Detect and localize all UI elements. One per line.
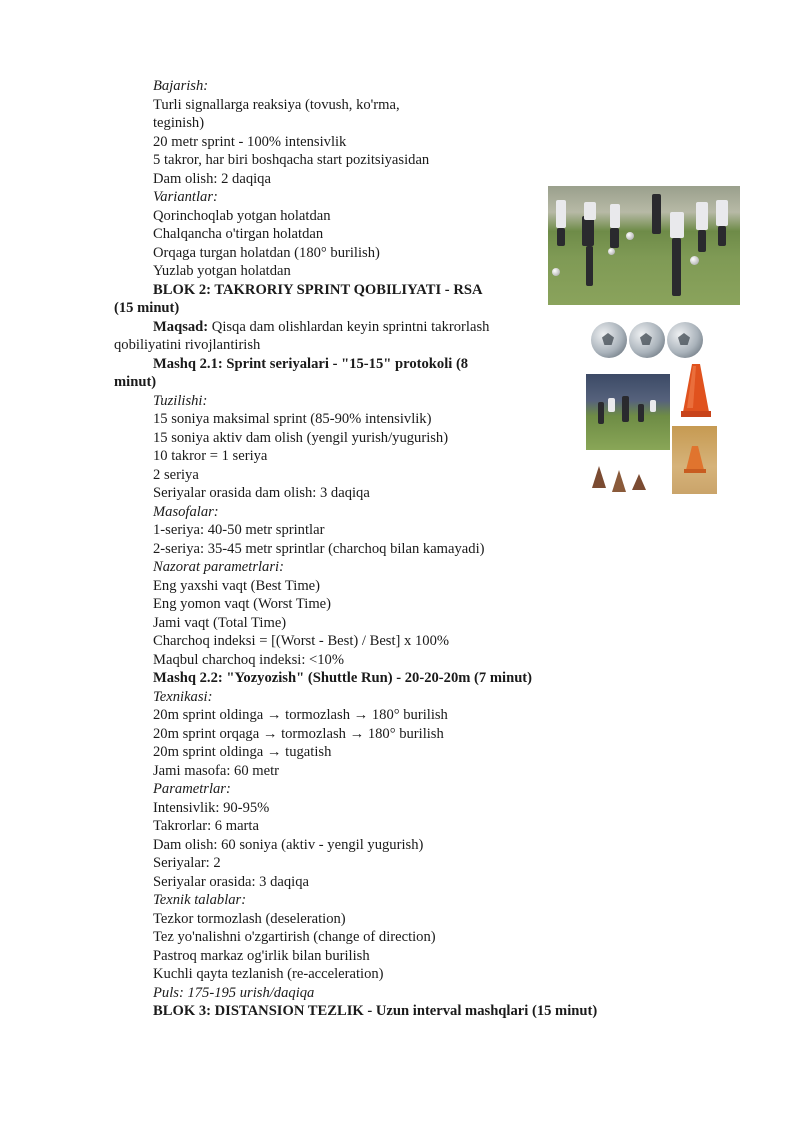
player-figure	[638, 404, 644, 422]
block2-duration: (15 minut)	[114, 300, 180, 316]
maqsad-label: Maqsad:	[153, 318, 209, 335]
text-line: 1-seriya: 40-50 metr sprintlar	[153, 522, 325, 538]
exercise-2-1-duration: minut)	[114, 374, 157, 390]
text-line: 15 soniya maksimal sprint (85-90% intensivlik)	[153, 411, 432, 427]
text-line: Dam olish: 2 daqiqa	[153, 170, 271, 187]
player-figure	[652, 194, 661, 234]
heading-texnikasi: Texnikasi:	[153, 688, 213, 705]
heading-variantlar: Variantlar:	[153, 189, 218, 205]
player-figure	[608, 398, 615, 412]
small-cone-photo	[612, 470, 626, 492]
text-line: Intensivlik: 90-95%	[153, 799, 270, 816]
small-cone-photo	[592, 466, 606, 488]
block2-title: BLOK 2: TAKRORIY SPRINT QOBILIYATI - RSA	[153, 281, 483, 298]
text-line: Seriyalar: 2	[153, 855, 221, 871]
orange-cone-photo	[681, 362, 711, 418]
text-line: Tezkor tormozlash (deseleration)	[153, 910, 346, 927]
text-line: Seriyalar orasida: 3 daqiqa	[153, 873, 310, 890]
text-line: 20m sprint oldinga → tugatish	[153, 744, 332, 760]
text-line: Chalqancha o'tirgan holatdan	[153, 226, 324, 242]
text-line: 2 seriya	[153, 466, 199, 483]
text-line: Seriyalar orasida dam olish: 3 daqiqa	[153, 485, 370, 501]
exercise-2-2-title: Mashq 2.2: "Yozyozish" (Shuttle Run) - 20-20-20m (7 minut)	[153, 670, 533, 686]
player-figure	[556, 200, 566, 228]
football-players-photo	[548, 186, 740, 305]
player-figure	[698, 230, 706, 252]
soccer-ball-photo	[629, 322, 665, 358]
pulse-line: Puls: 175-195 urish/daqiqa	[153, 984, 315, 1001]
text-line: Dam olish: 60 soniya (aktiv - yengil yugurish)	[153, 836, 424, 853]
player-figure	[670, 212, 684, 238]
text-line: 5 takror, har biri boshqacha start pozitsiyasidan	[153, 152, 430, 168]
exercise-2-1-title: Mashq 2.1: Sprint seriyalari - "15-15" protokoli (8	[153, 355, 469, 372]
text-line: 20 metr sprint - 100% intensivlik	[153, 133, 347, 150]
ball	[552, 268, 560, 276]
text-line: Turli signallarga reaksiya (tovush, ko'rma,	[153, 96, 400, 113]
text-line: 2-seriya: 35-45 metr sprintlar (charchoq bilan kamayadi)	[153, 540, 485, 557]
text-line: Jami vaqt (Total Time)	[153, 614, 287, 631]
player-figure	[696, 202, 708, 230]
maqsad-line	[114, 318, 544, 337]
ball	[690, 256, 699, 265]
ball	[608, 248, 615, 255]
text-line: Tez yo'nalishni o'zgartirish (change of direction)	[153, 929, 436, 945]
text-line: Maqbul charchoq indeksi: <10%	[153, 651, 345, 668]
player-figure	[610, 228, 619, 248]
player-figure	[610, 204, 620, 228]
heading-nazorat: Nazorat parametrlari:	[153, 559, 284, 575]
ball	[626, 232, 634, 240]
player-figure	[586, 246, 593, 286]
soccer-ball-photo	[591, 322, 627, 358]
block3-title: BLOK 3: DISTANSION TEZLIK - Uzun interval mashqlari (15 minut)	[153, 1003, 598, 1019]
player-figure	[598, 402, 604, 424]
small-cone-photo	[632, 474, 646, 490]
heading-bajarish: Bajarish:	[153, 78, 209, 94]
text-line: 15 soniya aktiv dam olish (yengil yurish/yugurish)	[153, 429, 449, 446]
text-line: Jami masofa: 60 metr	[153, 762, 280, 779]
player-figure	[582, 216, 594, 246]
soccer-ball-photo	[667, 322, 703, 358]
player-figure	[622, 396, 629, 422]
player-figure	[557, 228, 565, 246]
text-line: Takrorlar: 6 marta	[153, 818, 259, 834]
text-line: Pastroq markaz og'irlik bilan burilish	[153, 947, 370, 964]
text-line: teginish)	[153, 115, 205, 131]
text-line: Orqaga turgan holatdan (180° burilish)	[153, 244, 380, 261]
player-figure	[672, 238, 681, 296]
text-line: Yuzlab yotgan holatdan	[153, 263, 291, 279]
maqsad-text: Qisqa dam olishlardan keyin sprintni takrorlash	[208, 318, 490, 335]
text-line: Eng yomon vaqt (Worst Time)	[153, 596, 332, 612]
heading-tuzilishi: Tuzilishi:	[153, 392, 208, 409]
training-field-photo	[586, 374, 670, 450]
text-line: Qorinchoqlab yotgan holatdan	[153, 207, 331, 224]
player-figure	[718, 226, 726, 246]
player-figure	[584, 202, 596, 220]
text-line: 20m sprint orqaga → tormozlash → 180° burilish	[153, 725, 444, 742]
cone-icon	[672, 426, 717, 494]
player-figure	[650, 400, 656, 412]
text-line: 20m sprint oldinga → tormozlash → 180° burilish	[153, 707, 448, 723]
text-line: Charchoq indeksi = [(Worst - Best) / Best] x 100%	[153, 633, 450, 649]
text-line: qobiliyatini rivojlantirish	[114, 337, 261, 353]
player-figure	[716, 200, 728, 226]
text-line: 10 takror = 1 seriya	[153, 448, 268, 464]
heading-parametrlar: Parametrlar:	[153, 781, 231, 797]
text-column	[114, 77, 598, 1021]
text-line: Kuchli qayta tezlanish (re-acceleration)	[153, 966, 384, 982]
orange-cones-photo	[672, 426, 717, 494]
text-line: Eng yaxshi vaqt (Best Time)	[153, 577, 321, 594]
heading-masofalar: Masofalar:	[153, 503, 219, 520]
heading-texnik-talablar: Texnik talablar:	[153, 892, 247, 908]
